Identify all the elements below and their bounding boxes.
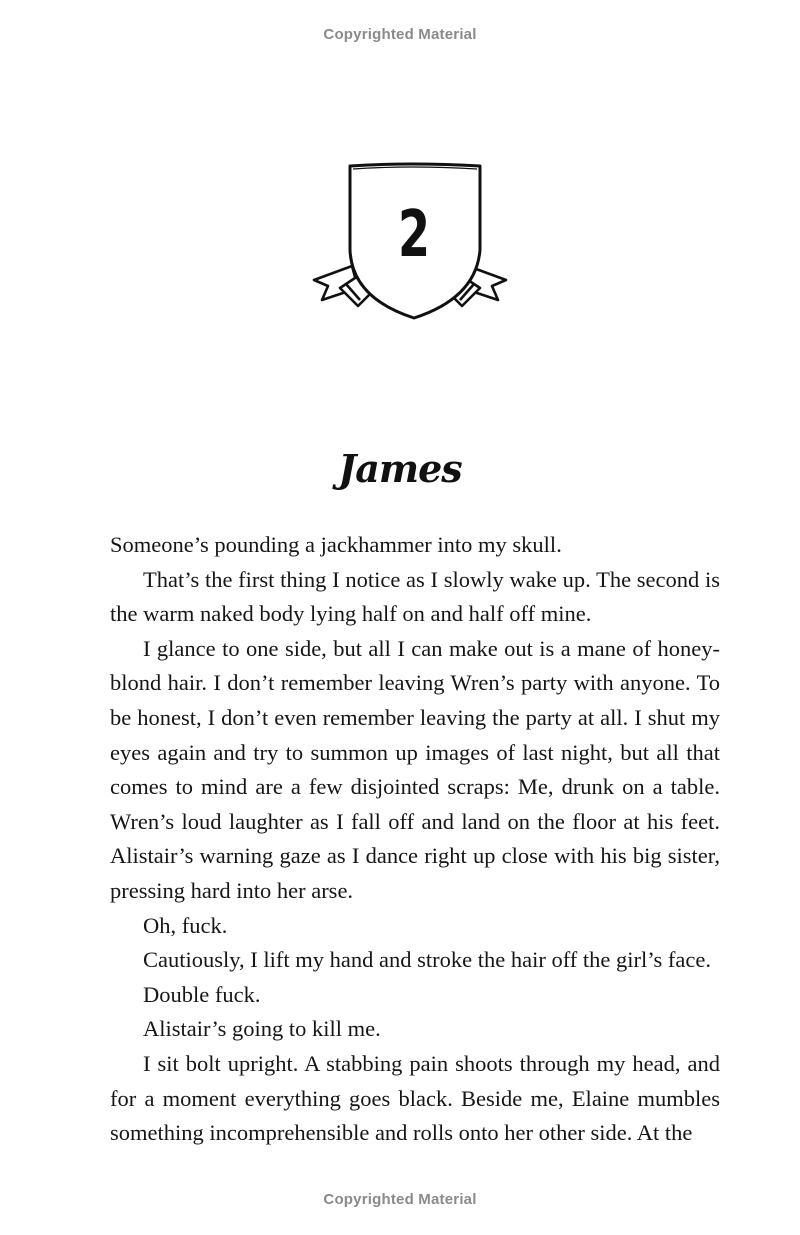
paragraph: That’s the first thing I notice as I slowly wake up. The second is the warm naked body lying half on and half off mine. bbox=[110, 566, 720, 627]
paragraph: I glance to one side, but all I can make out is a mane of honey-blond hair. I don’t remember leaving Wren’s party with anyone. To be honest, I don’t even remember leaving the party at all. I shut my eyes again and try to summon up images of last night, but all that comes to mind are a few disjointed scraps: Me, drunk on a table. Wren’s loud laughter as I fall off and land on the floor at his feet. Alistair’s warning gaze as I dance right up close with his big sister, pressing hard into her arse. bbox=[110, 635, 720, 903]
chapter-title: James bbox=[338, 446, 462, 491]
copyright-watermark-top: Copyrighted Material bbox=[323, 26, 477, 43]
copyright-watermark-bottom: Copyrighted Material bbox=[323, 1191, 477, 1208]
paragraph: Oh, fuck. bbox=[143, 912, 228, 938]
paragraph: I sit bolt upright. A stabbing pain shoots through my head, and for a moment everything goes black. Beside me, Elaine mumbles something incomprehensible and rolls onto her other side. At the bbox=[110, 1050, 720, 1146]
chapter-body bbox=[110, 528, 720, 1151]
chapter-number: 2 bbox=[397, 198, 431, 272]
paragraph: Someone’s pounding a jackhammer into my skull. bbox=[110, 532, 562, 557]
paragraph: Double fuck. bbox=[143, 981, 261, 1007]
paragraph: Cautiously, I lift my hand and stroke the hair off the girl’s face. bbox=[143, 947, 711, 973]
paragraph: Alistair’s going to kill me. bbox=[143, 1016, 381, 1042]
